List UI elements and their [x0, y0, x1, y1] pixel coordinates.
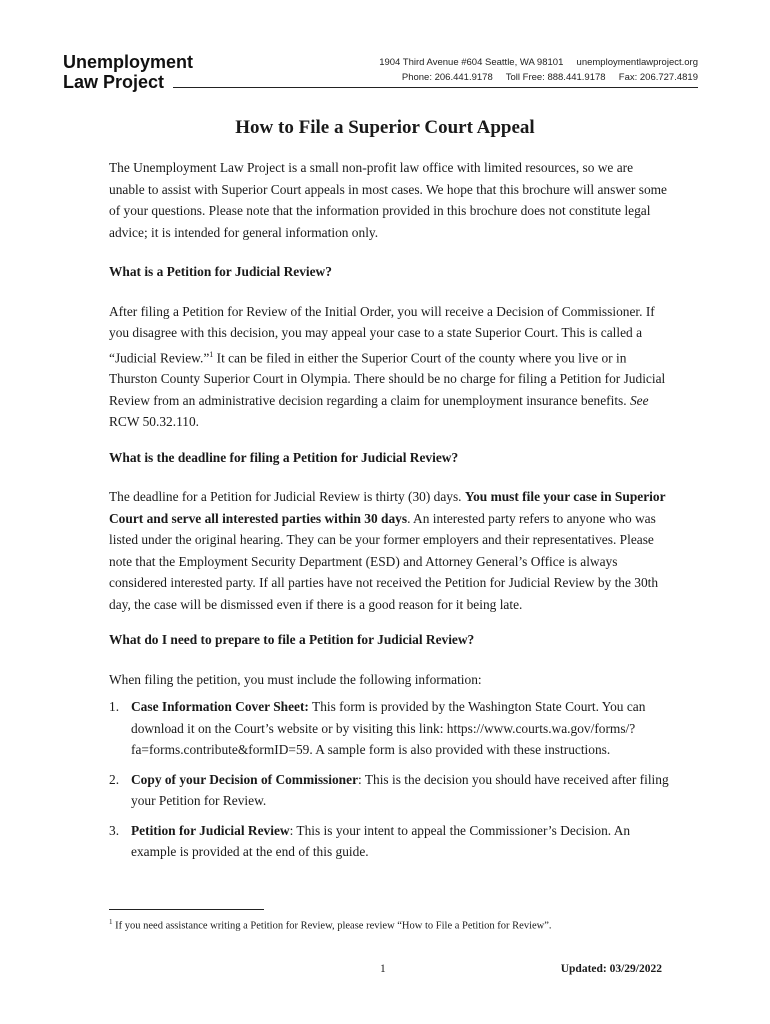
petition-text-a: After filing a Petition for Review of the Initial Order, you will receive a Decision of Commissioner. If you disagree with this decision, you may appeal your case to a state Superior Court. This is called a “Judicial Review.”	[109, 303, 655, 365]
logo-line-1: Unemployment	[63, 52, 194, 72]
list-item-label: Case Information Cover Sheet:	[131, 699, 309, 715]
organization-logo	[63, 52, 193, 92]
contact-info	[379, 55, 698, 85]
list-number: 1.	[109, 699, 120, 715]
list-item-label: Copy of your Decision of Commissioner	[131, 771, 359, 787]
header-divider	[173, 87, 698, 88]
list-item-text: : This is your intent to appeal the Commissioner’s Decision. An example is provided at the end of this guide.	[131, 822, 631, 860]
document-title: How to File a Superior Court Appeal	[235, 117, 535, 138]
section-heading-deadline: What is the deadline for filing a Petition for Judicial Review?	[109, 449, 459, 465]
deadline-text-a: The deadline for a Petition for Judicial Review is thirty (30) days.	[109, 489, 465, 505]
section-petition-paragraph	[109, 301, 669, 433]
list-number: 2.	[109, 771, 120, 787]
list-item	[109, 696, 669, 761]
contact-line-1: 1904 Third Avenue #604 Seattle, WA 98101 unemploymentlawproject.org	[379, 57, 698, 68]
updated-date: Updated: 03/29/2022	[560, 963, 662, 975]
list-number: 3.	[109, 822, 120, 838]
list-item-text: : This is the decision you should have received after filing your Petition for Review.	[131, 771, 669, 809]
section-deadline-paragraph	[109, 486, 669, 615]
prepare-intro: When filing the petition, you must include the following information:	[109, 671, 482, 687]
requirements-list	[109, 696, 669, 863]
page-number: 1	[380, 963, 386, 975]
list-item	[109, 769, 669, 812]
footnote-mark: 1	[109, 918, 113, 926]
see-citation: See	[629, 392, 649, 408]
section-heading-petition: What is a Petition for Judicial Review?	[109, 264, 332, 279]
intro-paragraph: The Unemployment Law Project is a small non-profit law office with limited resources, so we are unable to assist with Superior Court appeals in most cases. We hope that this brochure will answer some of your questions. Please note that the information provided in this brochure does not constitute legal advice; it is intended for general information only.	[109, 160, 667, 240]
list-item	[109, 820, 669, 863]
contact-line-2: Phone: 206.441.9178 Toll Free: 888.441.9178 Fax: 206.727.4819	[401, 72, 698, 83]
rcw-citation: RCW 50.32.110.	[109, 414, 200, 430]
deadline-text-b: . An interested party refers to anyone who was listed under the original hearing. They can be your former employers and their representatives. Please note that the Employment Security Department (ESD) and Attorney General’s Office is always considered interested party. If all parties have not received the Petition for Judicial Review by the 30th day, the case will be dismissed even if there is a good reason for it being late.	[109, 510, 659, 612]
list-item-text: This form is provided by the Washington State Court. You can download it on the Court’s website or by visiting this link: https://www.courts.wa.gov/forms/?fa=forms.contribute&formID=59. A sample form is also provided with these instructions.	[131, 699, 646, 758]
list-item-label: Petition for Judicial Review	[131, 822, 290, 838]
logo-line-2: Law Project	[63, 72, 165, 92]
footnote-reference[interactable]: 1	[209, 349, 214, 359]
deadline-emphasis: You must file your case in Superior Court and serve all interested parties within 30 days	[109, 489, 666, 526]
section-heading-prepare: What do I need to prepare to file a Petition for Judicial Review?	[109, 632, 475, 648]
footnote	[109, 915, 689, 934]
document-body	[109, 157, 669, 871]
petition-text-b: It can be filed in either the Superior Court of the county where you live or in Thurston County Superior Court in Olympia. There should be no charge for filing a Petition for Judicial Review from an administrative decision regarding a claim for unemployment insurance benefits.	[109, 349, 666, 408]
footnote-text: If you need assistance writing a Petition for Review, please review “How to File a Petition for Review”.	[112, 920, 552, 932]
footnote-divider	[109, 909, 264, 910]
